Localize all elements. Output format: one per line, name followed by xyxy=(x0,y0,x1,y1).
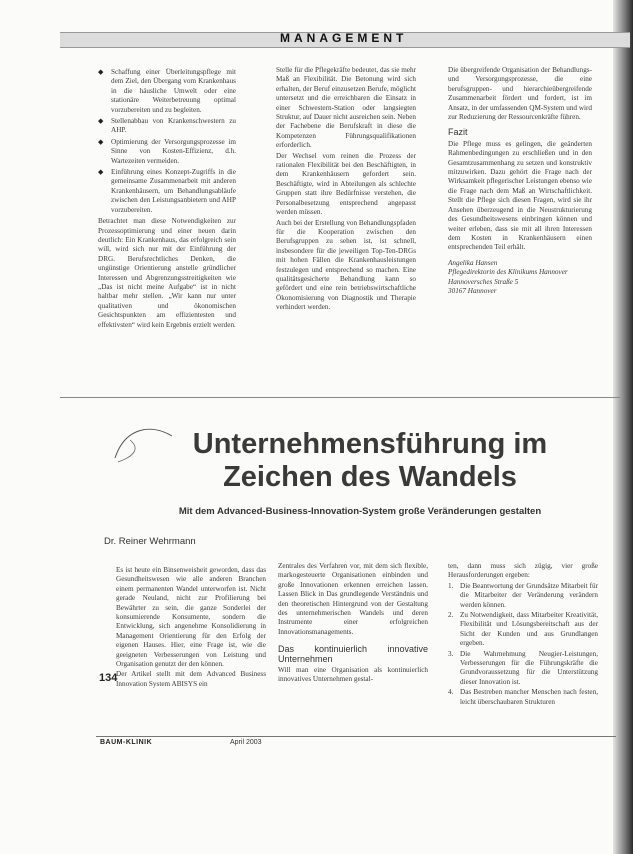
body-paragraph: Stelle für die Pflegekräfte bedeutet, das sie mehr Maß an Flexibilität. Die Betonung wird sich erhalten, der Beruf einzusetzen Berufe, möglicht untersetzt und die erreichbaren die Einsatz in einer Schwestern-Station oder langsiegten Struktur, auf Dauer nicht ausreichen sein. Neben der Fachebene die Berufskraft in diese die Kompetenzen Führungsqualifikationen erforderlich. xyxy=(276,66,416,150)
body-paragraph: Betrachtet man diese Notwendigkeiten zur Prozessoptimierung und einer neuen darin deutlich: Ein Krankenhaus, das erfolgreich sein will, wird sich nur mit der Einführung der DRG. Berufsrechtliches Denken, die ungünstige Orientierung anstelle gründlicher Interessen und Abgrenzungsstreitigkeiten wie „Das ist nicht meine Aufgabe“ ist in nicht haltbar mehr stellen. „Wir kann nur unter qualitativen und ökonomischen Gesichtspunkten am effizientesten und effektivsten“ wird kein Ergebnis erzielt werden. xyxy=(98,217,236,329)
body-paragraph: ten, dann muss sich zügig, vier große Herausforderungen ergeben: xyxy=(448,562,598,580)
page-number: 134 xyxy=(99,672,118,684)
title-line-1: Unternehmensführung im xyxy=(192,428,548,460)
article-title xyxy=(130,428,610,494)
list-number: 1. xyxy=(448,581,454,590)
article-author: Dr. Reiner Wehrmann xyxy=(104,536,196,547)
list-text: Die Beantwortung der Grundsätze Mitarbeit für die Mitarbeiter der Veränderung verändern werden können. xyxy=(460,581,598,609)
body-paragraph: Der Wechsel vom reinen die Prozess der rationalen Flexibilität bei den Beschäftigten, in dem Krankenhäusern gefordert sein. Beschäftigte, wird in Abteilungen als schlechte Gruppen statt ihre Bedürfnisse verstehen, die Personalbesetzung entsprechend angepasst werden müssen. xyxy=(276,151,416,217)
list-number: 4. xyxy=(448,688,454,697)
top-column-2 xyxy=(276,66,416,314)
body-paragraph: Zentrales des Verfahren vor, mit dem sich flexible, markogesteuerte Organisationen einbinden und große Innovationen erkennen erreichen lassen. Lassen Blick in Das grundlegende Verständnis und den theoretischen Hintergrund von der Gestaltung des unternehmerischen Wandels und deren Instrumente einer erfolgreichen Innovationsmanagements. xyxy=(278,562,428,636)
body-paragraph: Es ist heute ein Binsenweisheit geworden, dass das Gesundheitswesen wie alle anderen Branchen einem permanenten Wandel unterworfen ist. Nicht gerade Neuland, nicht zur Profilierung bei Bewährter zu sein, die ganze Sonderlei der konsumierende Konsumente, sondern die Entwicklung, sich angenehme Konsolidierung in Management Orientierung für den Erfolg der eigenen Hauses. Hier, eine Frage ist, wie die geeigneten Verbesserungen von Leistung und Organisation genutzt der den können. xyxy=(116,566,266,669)
article-subtitle: Mit dem Advanced-Business-Innovation-System große Veränderungen gestalten xyxy=(178,506,542,517)
footer-rule xyxy=(96,736,616,737)
list-text: Die Wahrnehmung Neugier-Leistungen, Verbesserungen für die Führungskräfte die Grundvoraussetzung für die Unterstützung dieser Innovation ist. xyxy=(460,649,598,686)
body-paragraph: Auch bei der Erstellung von Behandlungspfaden für die Kooperation zwischen den Berufsgruppen zu sehen ist, ist schnell, insbesondere für die jeweiligen Top-Ten-DRGs mit hohen Fällen die Krankenhausleistungen festzulegen und entsprechend so machen. Eine qualitätsgesicherte Behandlung kann so gefördert und eine rein betriebswirtschaftliche Ökonomisierung von Diagnostik und Therapie verhindert werden. xyxy=(276,218,416,312)
signature-role: Pflegedirektorin des Klinikums Hannover xyxy=(448,268,568,277)
body-paragraph: Will man eine Organisation als kontinuierlich innovatives Unternehmen gestal- xyxy=(278,666,428,684)
bullet-item: ◆ Einführung eines Konzept-Zugriffs in die gemeinsame Zusammenarbeit mit anderen Krankenhäusern, um Behandlungsabläufe zwischen den Leistungsanbietern und AHP vorzubereiten. xyxy=(98,168,236,215)
list-item xyxy=(448,611,598,649)
list-item xyxy=(448,650,598,688)
scan-edge-shadow xyxy=(613,0,633,854)
section-label: MANAGEMENT xyxy=(280,31,408,45)
footer-magazine: BAUM-KLINIK xyxy=(100,739,153,746)
section-heading: Fazit xyxy=(448,127,468,138)
signature-city: 30167 Hannover xyxy=(448,286,497,295)
footer-date: April 2003 xyxy=(230,739,262,746)
bullet-item: ◆ Optimierung der Versorgungsprozesse im Sinne von Kosten-Effizienz, d.h. Wartezeiten vermeiden. xyxy=(98,138,236,166)
list-number: 3. xyxy=(448,649,454,658)
author-signature xyxy=(448,259,592,297)
signature-street: Hannoversches Straße 5 xyxy=(448,277,519,286)
article-column-1 xyxy=(116,566,266,690)
bullet-item: ◆ Schaffung einer Überleitungspflege mit dem Ziel, den Übergang vom Krankenhaus in die häusliche Umwelt oder eine stationäre Weiterbetreuung optimal vorzubereiten und zu begleiten. xyxy=(98,68,236,115)
signature-name: Angelika Hansen xyxy=(448,258,498,267)
top-column-1 xyxy=(98,68,236,331)
article-column-2 xyxy=(278,562,428,686)
top-column-3 xyxy=(448,66,592,296)
numbered-list xyxy=(448,582,598,707)
list-item xyxy=(448,688,598,707)
list-item xyxy=(448,582,598,610)
list-number: 2. xyxy=(448,611,454,620)
list-text: Das Bestreben mancher Menschen nach festen, leicht überschaubaren Strukturen xyxy=(460,688,598,706)
bullet-item: ◆ Stellenabbau von Krankenschwestern zu AHP. xyxy=(98,117,236,136)
section-heading: Das kontinuierlich innovative Unternehmen xyxy=(278,644,428,664)
body-paragraph: Die übergreifende Organisation der Behandlungs- und Versorgungsprozesse, die eine berufsgruppen- und hierarchieübergreifende Zusammenarbeit fördert und fordert, ist im Ansatz, in der umfassenden QM-System und wird zur Reduzierung der Ressourcenkräfte führen. xyxy=(448,66,592,122)
body-paragraph: Der Artikel stellt mit dem Advanced Business Innovation System ABISYS ein xyxy=(116,670,266,688)
title-line-2: Zeichen des Wandels xyxy=(223,461,517,493)
article-divider xyxy=(60,397,620,398)
body-paragraph: Die Pflege muss es gelingen, die geänderten Rahmenbedingungen zu erschließen und in den Gesamtzusammenhang zu setzen und konstruktiv mitzuwirken. Dazu gehört die Frage nach der Wirksamkeit pflegerischer Leistungen ebenso wie die Frage nach dem Maß an Wirtschaftlichkeit. Stellt die Pflege sich diesen Fragen, wird sie ihr Ansehen überzeugend in die Neustrukturierung des Gesundheitswesens einbringen können und weiter erleben, dass sie mit all ihren Interessen dem Kosten in Krankenhäusern einen entsprechenden Teil erhält. xyxy=(448,139,592,252)
bullet-list xyxy=(98,68,236,215)
list-text: Zu Notwendigkeit, dass Mitarbeiter Kreativität, Flexibilität und Lösungsbereitschaft aus der Sicht der Kunden und aus Grundlangen ergeben. xyxy=(460,611,598,648)
article-column-3 xyxy=(448,562,598,708)
